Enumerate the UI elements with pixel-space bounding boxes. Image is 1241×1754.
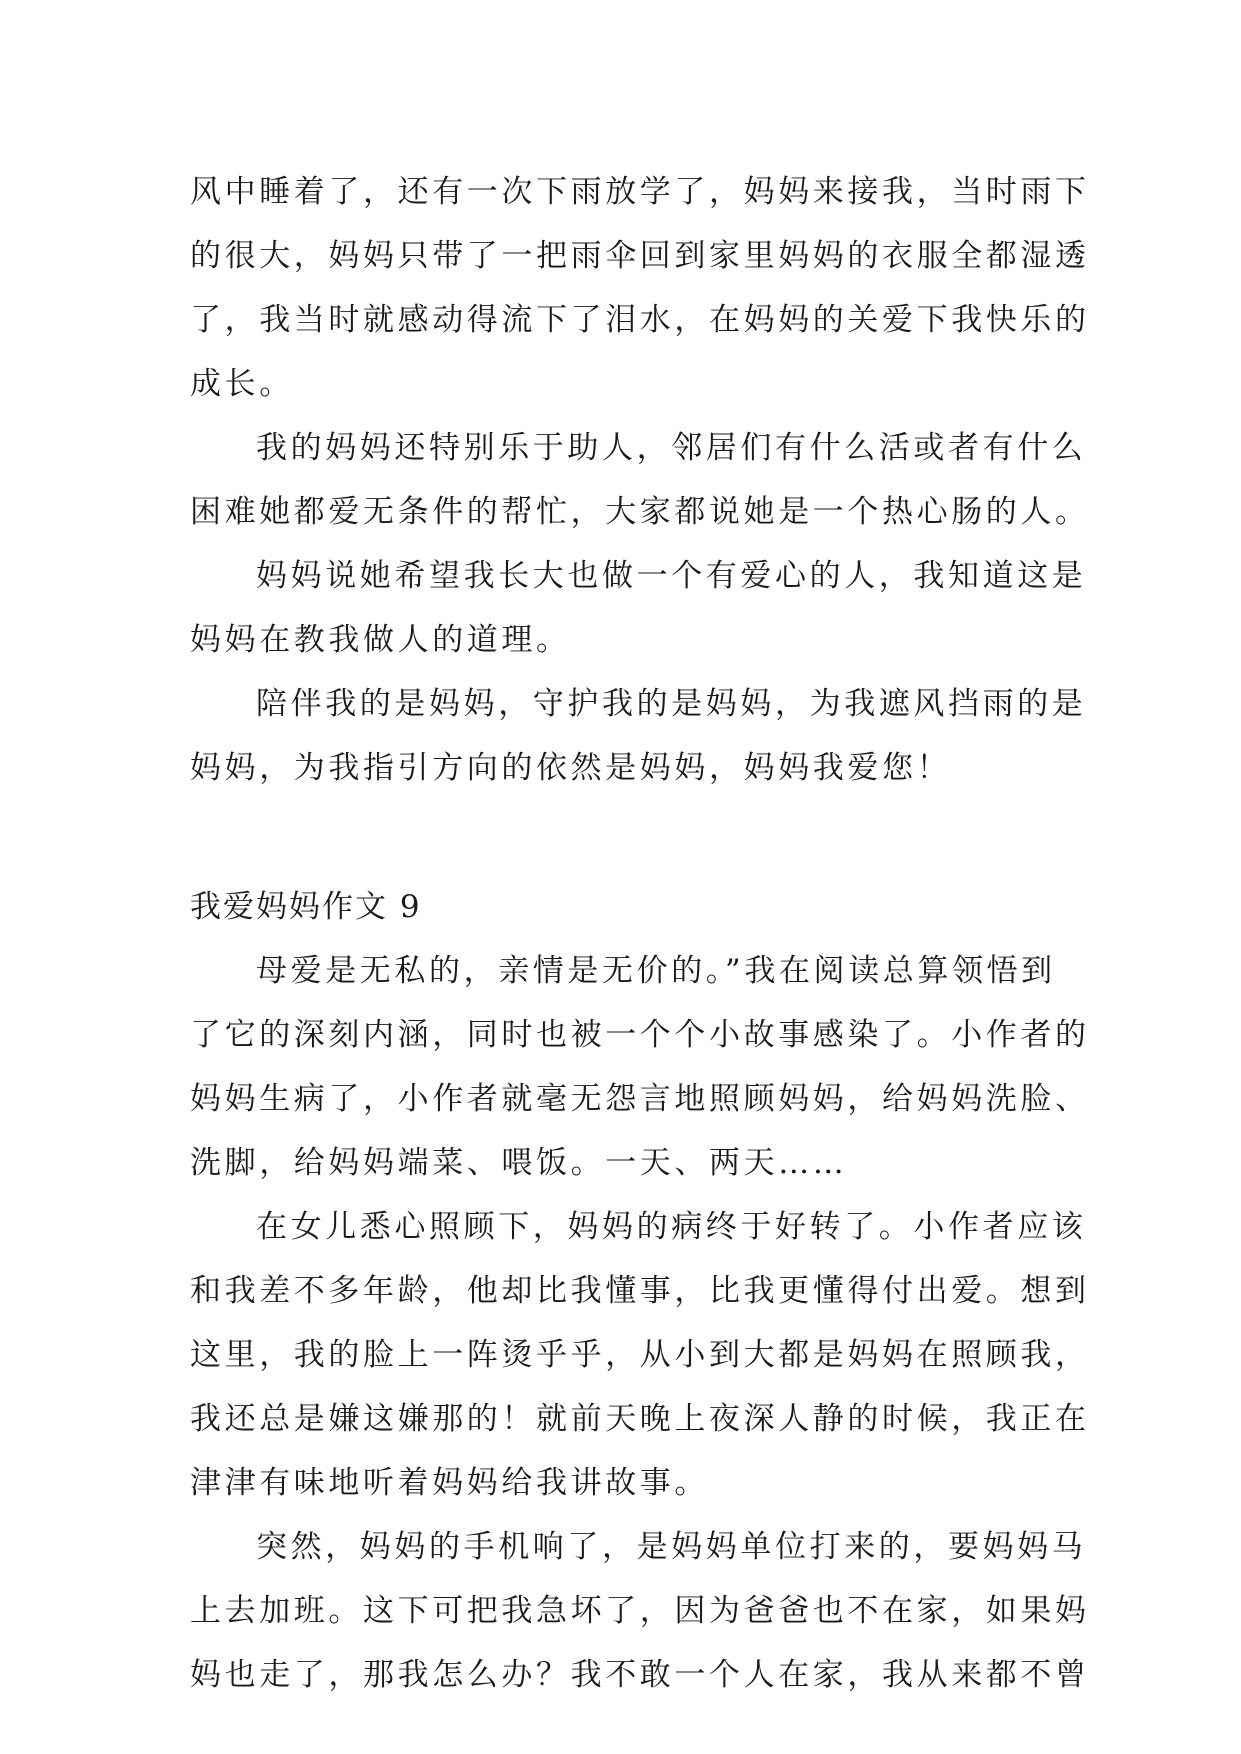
text-line: 突然，妈妈的手机响了，是妈妈单位打来的，要妈妈马 [256,1529,1087,1565]
text-line: 妈妈，为我指引方向的依然是妈妈，妈妈我爱您！ [190,750,952,786]
text-line: 上去加班。这下可把我急坏了，因为爸爸也不在家，如果妈 [190,1593,1090,1629]
paragraph [190,544,1087,672]
section-spacer [190,800,1070,875]
text-line: 妈妈在教我做人的道理。 [190,622,571,658]
paragraph [190,416,1090,544]
paragraph [190,1515,1090,1707]
text-line: 陪伴我的是妈妈，守护我的是妈妈，为我遮风挡雨的是 [256,686,1087,722]
text-line: 在女儿悉心照顾下，妈妈的病终于好转了。小作者应该 [256,1209,1087,1245]
paragraph [190,160,1090,416]
text-line: 母爱是无私的，亲情是无价的。”我在阅读总算领悟到 [256,953,1056,989]
text-line: 我的妈妈还特别乐于助人，邻居们有什么活或者有什么 [256,430,1087,466]
text-line: 风中睡着了，还有一次下雨放学了，妈妈来接我，当时雨下 [190,174,1090,210]
paragraph [190,1195,1090,1515]
text-line: 了，我当时就感动得流下了泪水，在妈妈的关爱下我快乐的 [190,302,1090,338]
text-line: 了它的深刻内涵，同时也被一个个小故事感染了。小作者的 [190,1017,1090,1053]
text-line: 妈妈生病了，小作者就毫无怨言地照顾妈妈，给妈妈洗脸、 [190,1081,1090,1117]
text-line: 成长。 [190,366,294,402]
text-line: 困难她都爱无条件的帮忙，大家都说她是一个热心肠的人。 [190,494,1090,530]
text-line: 这里，我的脸上一阵烫乎乎，从小到大都是妈妈在照顾我， [190,1337,1090,1373]
text-line: 我还总是嫌这嫌那的！就前天晚上夜深人静的时候，我正在 [190,1401,1090,1437]
text-line: 和我差不多年龄，他却比我懂事，比我更懂得付出爱。想到 [190,1273,1090,1309]
text-line: 洗脚，给妈妈端菜、喂饭。一天、两天…… [190,1145,848,1181]
text-line: 妈也走了，那我怎么办？我不敢一个人在家，我从来都不曾 [190,1657,1090,1693]
document-body [190,160,1090,1707]
text-line: 的很大，妈妈只带了一把雨伞回到家里妈妈的衣服全都湿透 [190,238,1090,274]
section-title: 我爱妈妈作文 9 [190,889,422,925]
paragraph [190,939,1090,1195]
paragraph [190,672,1087,800]
text-line: 津津有味地听着妈妈给我讲故事。 [190,1465,709,1501]
text-line: 妈妈说她希望我长大也做一个有爱心的人，我知道这是 [256,558,1087,594]
